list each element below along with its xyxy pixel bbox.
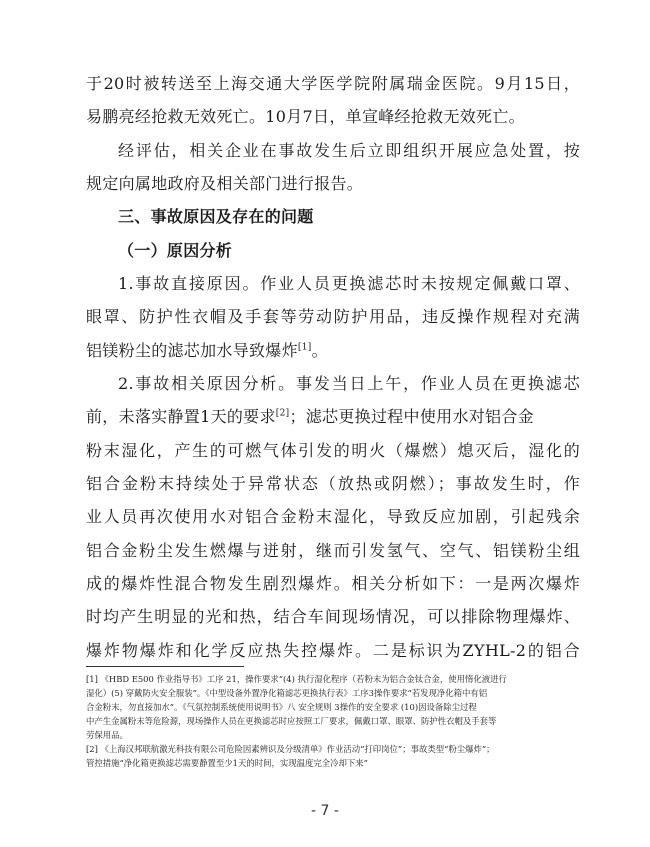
body-text: 。 <box>311 341 328 360</box>
footnote-line: [2] 《上海汉邦联航激光科技有限公司危险因素辨识及分级清单》作业活动“打印岗位”；事故类型“粉尘爆炸”； <box>86 744 495 754</box>
body-line: 成的爆炸性混合物发生剧烈爆炸。相关分析如下：一是两次爆炸 <box>86 574 580 593</box>
body-line: 1.事故直接原因。作业人员更换滤芯时未按规定佩戴口罩、 <box>118 274 580 293</box>
subsection-title: （一）原因分析 <box>118 241 233 260</box>
body-line: 业人员再次使用水对铝合金粉末湿化，导致反应加剧，引起残余 <box>86 507 580 526</box>
body-line: 时均产生明显的光和热，结合车间现场情况，可以排除物理爆炸、 <box>86 607 580 626</box>
body-line <box>86 340 580 362</box>
body-line: 铝合金粉尘发生燃爆与迸射，继而引发氢气、空气、铝镁粉尘组 <box>86 541 580 560</box>
footnote-line: 合金粉末，勿直接加水”。《气氛控制系统使用说明书》八 安全规则 3操作的安全要求 (10)因设备除尘过程 <box>86 702 477 712</box>
footnote-line: [1] 《HBD E500 作业指导书》工序 21，操作要求“(4) 执行湿化程序（若粉末为铝合金钛合金，使用惰化液进行 <box>86 674 507 684</box>
body-text: 铝镁粉尘的滤芯加水导致爆炸 <box>86 341 298 360</box>
footnote-ref-1: [1] <box>297 342 312 353</box>
body-line: 眼罩、防护性衣帽及手套等劳动防护用品，违反操作规程对充满 <box>86 307 580 326</box>
footnote-divider <box>86 666 244 667</box>
page-number: - 7 - <box>311 803 339 819</box>
footnote-line: 中产生金属粉末等危险源，现场操作人员在更换滤芯时应按照工厂要求，佩戴口罩、眼罩、防护性衣帽及手套等 <box>86 716 497 726</box>
body-line: 易鹏亮经抢救无效死亡。10月7日，单宣峰经抢救无效死亡。 <box>86 107 525 126</box>
footnote-ref-2: [2] <box>275 408 290 419</box>
section-title: 三、事故原因及存在的问题 <box>118 207 314 226</box>
body-line: 2.事故相关原因分析。事发当日上午，作业人员在更换滤芯 <box>118 374 580 393</box>
body-line: 于20时被转送至上海交通大学医学院附属瑞金医院。9月15日， <box>86 74 580 93</box>
body-line: 粉末湿化，产生的可燃气体引发的明火（爆燃）熄灭后，湿化的 <box>86 441 580 460</box>
body-line: 爆炸物爆炸和化学反应热失控爆炸。二是标识为ZYHL-2的铝合 <box>86 641 580 660</box>
footnote-line: 劳保用品。 <box>86 730 128 740</box>
body-text: 前，未落实静置1天的要求 <box>86 407 276 426</box>
body-line: 铝合金粉末持续处于异常状态（放热或阴燃）；事故发生时，作 <box>86 474 580 493</box>
body-line <box>86 406 580 428</box>
footnote-line: 管控措施“净化箱更换滤芯需要静置至少1天的时间，实现温度完全冷却下来” <box>86 758 368 768</box>
body-line: 规定向属地政府及相关部门进行报告。 <box>86 174 364 193</box>
body-text: ；滤芯更换过程中使用水对铝合金 <box>289 407 534 426</box>
body-line: 经评估，相关企业在事故发生后立即组织开展应急处置，按 <box>118 141 580 160</box>
footnote-line: 湿化）(5) 穿戴防火安全服装”。《中型设备外置净化箱滤芯更换执行表》工序3操作要求“若发现净化箱中有铝 <box>86 688 488 698</box>
